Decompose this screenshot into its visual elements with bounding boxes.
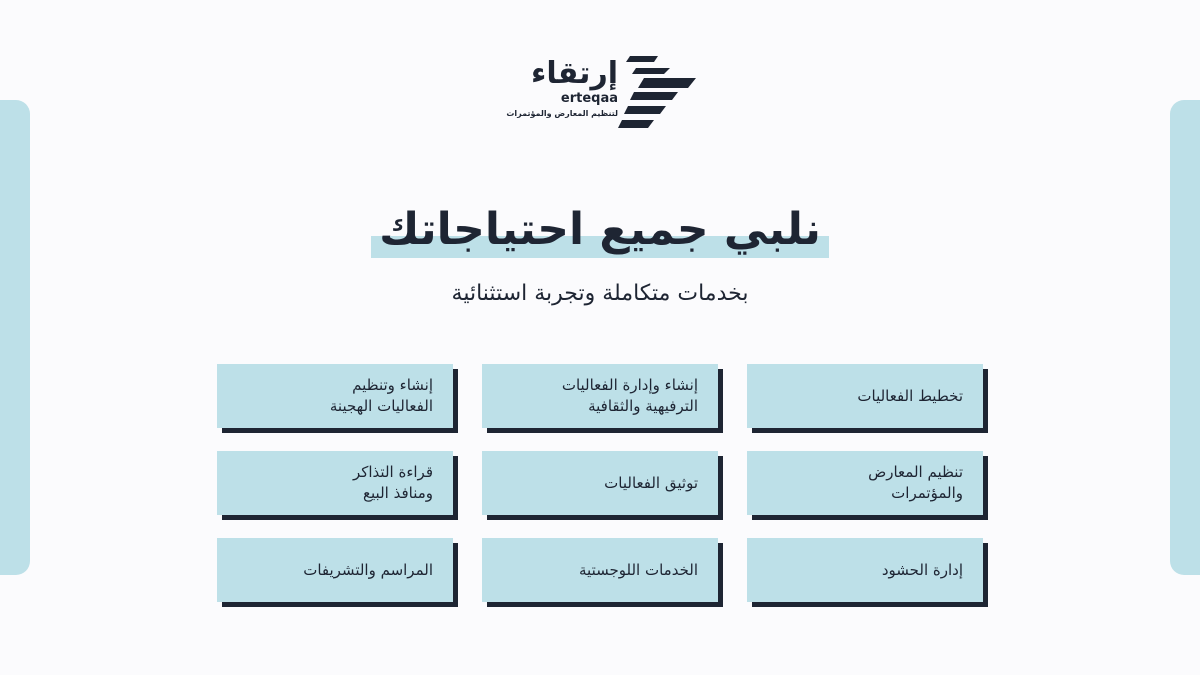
service-label: إنشاء وإدارة الفعاليات الترفيهية والثقافية <box>561 376 698 415</box>
service-card-exhibitions-conferences <box>747 451 983 515</box>
service-label: توثيق الفعاليات <box>604 473 698 492</box>
service-card-protocol <box>217 538 453 602</box>
page-subheadline: بخدمات متكاملة وتجربة استثنائية <box>451 281 749 306</box>
brand-tagline: لتنظيم المعارض والمؤتمرات <box>506 109 618 118</box>
service-label: إدارة الحشود <box>881 560 963 579</box>
left-decorative-bar <box>0 100 30 575</box>
service-label: قراءة التذاكر ومنافذ البيع <box>352 463 433 502</box>
service-card-ticketing <box>217 451 453 515</box>
brand-logo <box>500 52 700 132</box>
service-card-crowd-management <box>747 538 983 602</box>
service-label: الخدمات اللوجستية <box>579 560 698 579</box>
service-card-event-documentation <box>482 451 718 515</box>
service-label: إنشاء وتنظيم الفعاليات الهجينة <box>329 376 433 415</box>
service-card-event-planning <box>747 364 983 428</box>
brand-name-latin: erteqaa <box>560 91 618 106</box>
page-headline: نلبي جميع احتياجاتك <box>371 200 829 260</box>
service-card-entertainment-events <box>482 364 718 428</box>
services-grid <box>213 364 983 604</box>
service-label: تنظيم المعارض والمؤتمرات <box>868 463 963 502</box>
service-label: تخطيط الفعاليات <box>857 386 963 405</box>
service-card-hybrid-events <box>217 364 453 428</box>
service-card-logistics <box>482 538 718 602</box>
brand-name-arabic: إرتقاء <box>530 56 618 91</box>
right-decorative-bar <box>1170 100 1200 575</box>
stairs-logo-icon <box>618 54 698 130</box>
headline-container <box>0 200 1200 260</box>
service-label: المراسم والتشريفات <box>303 560 433 579</box>
